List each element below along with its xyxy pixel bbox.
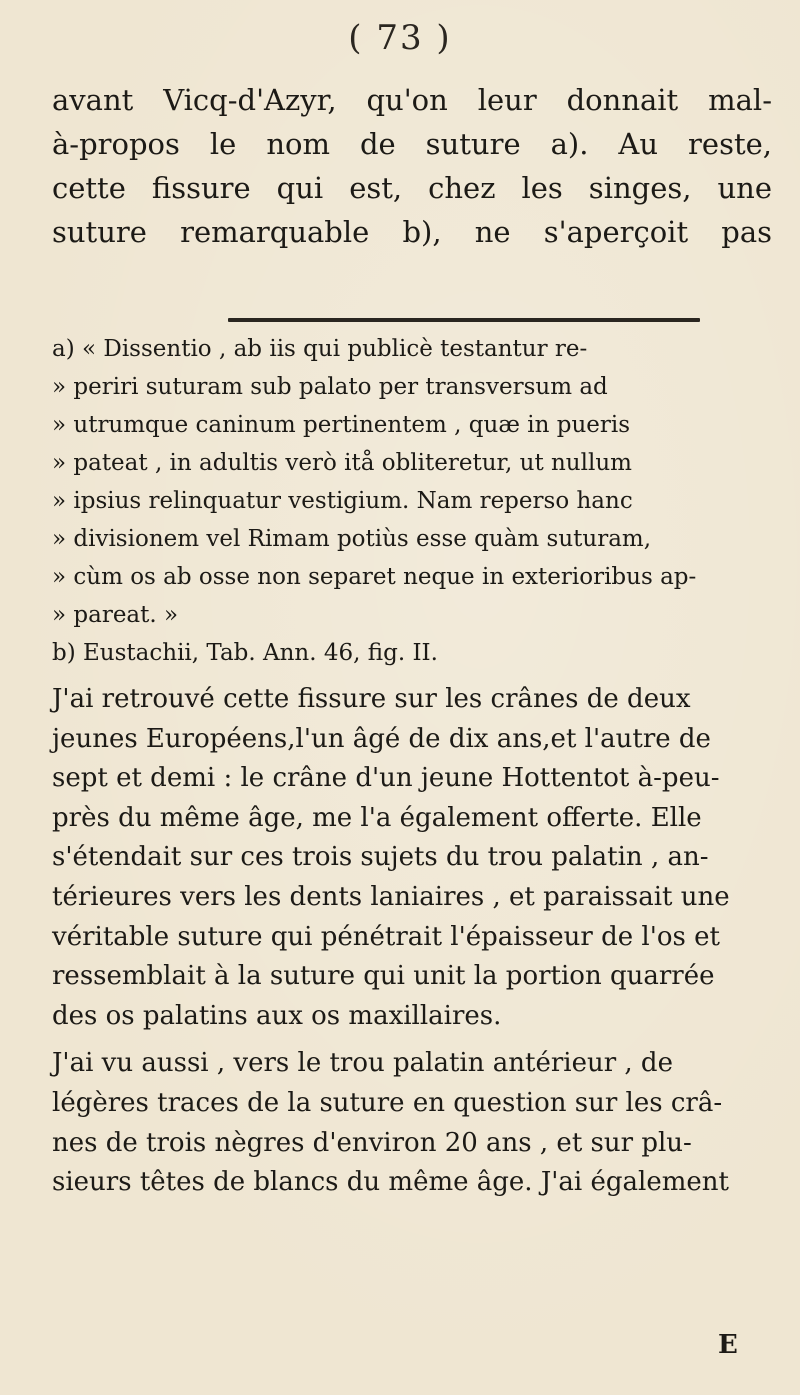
paragraph-line: térieures vers les dents laniaires , et paraissait une bbox=[52, 881, 730, 912]
catchword: E bbox=[718, 1330, 738, 1360]
paragraph-line: s'étendait sur ces trois sujets du trou palatin , an- bbox=[52, 842, 709, 873]
footnotes-and-body bbox=[52, 330, 772, 1203]
footnote-separator-rule bbox=[228, 318, 700, 322]
footnote-a-line: » utrumque caninum pertinentem , quæ in pueris bbox=[52, 412, 631, 438]
paragraph-line: des os palatins aux os maxillaires. bbox=[52, 1000, 502, 1031]
main-text-block bbox=[52, 78, 772, 254]
paragraph-line: jeunes Européens,l'un âgé de dix ans,et l'autre de bbox=[52, 723, 711, 754]
footnote-a-line: » cùm os ab osse non separet neque in exterioribus ap- bbox=[52, 564, 697, 590]
footnote-a-line: » pateat , in adultis verò itå obliteretur, ut nullum bbox=[52, 450, 632, 476]
paragraph-line: véritable suture qui pénétrait l'épaisseur de l'os et bbox=[52, 921, 720, 952]
footnote-a-line: » pareat. » bbox=[52, 602, 179, 628]
main-text-line: cette fissure qui est, chez les singes, une bbox=[52, 171, 772, 205]
footnote-a-line: » divisionem vel Rimam potiùs esse quàm suturam, bbox=[52, 526, 652, 552]
body-paragraph-2 bbox=[52, 1044, 772, 1202]
footnote-a-line: » periri suturam sub palato per transversum ad bbox=[52, 374, 608, 400]
paragraph-line: nes de trois nègres d'environ 20 ans , et sur plu- bbox=[52, 1127, 692, 1158]
main-text-line: à-propos le nom de suture a). Au reste, bbox=[52, 127, 772, 161]
paragraph-line: J'ai vu aussi , vers le trou palatin antérieur , de bbox=[52, 1048, 673, 1079]
paragraph-line: légères traces de la suture en question sur les crâ- bbox=[52, 1087, 723, 1118]
footnote-a-line: » ipsius relinquatur vestigium. Nam reperso hanc bbox=[52, 488, 633, 514]
paragraph-line: J'ai retrouvé cette fissure sur les crânes de deux bbox=[52, 684, 691, 714]
footnote-a bbox=[52, 330, 772, 634]
paragraph-line: sept et demi : le crâne d'un jeune Hottentot à-peu- bbox=[52, 763, 720, 794]
page-number: ( 73 ) bbox=[348, 18, 452, 58]
paragraph-line: près du même âge, me l'a également offerte. Elle bbox=[52, 802, 702, 833]
main-text-line: suture remarquable b), ne s'aperçoit pas bbox=[52, 215, 772, 249]
main-text-line: avant Vicq-d'Azyr, qu'on leur donnait mal- bbox=[52, 83, 772, 117]
paragraph-line: ressemblait à la suture qui unit la portion quarrée bbox=[52, 961, 715, 992]
body-paragraph-1 bbox=[52, 680, 772, 1036]
footnote-b: b) Eustachii, Tab. Ann. 46, fig. II. bbox=[52, 640, 438, 666]
footnote-a-line: a) « Dissentio , ab iis qui publicè testantur re- bbox=[52, 336, 588, 362]
paragraph-line: sieurs têtes de blancs du même âge. J'ai également bbox=[52, 1167, 729, 1198]
